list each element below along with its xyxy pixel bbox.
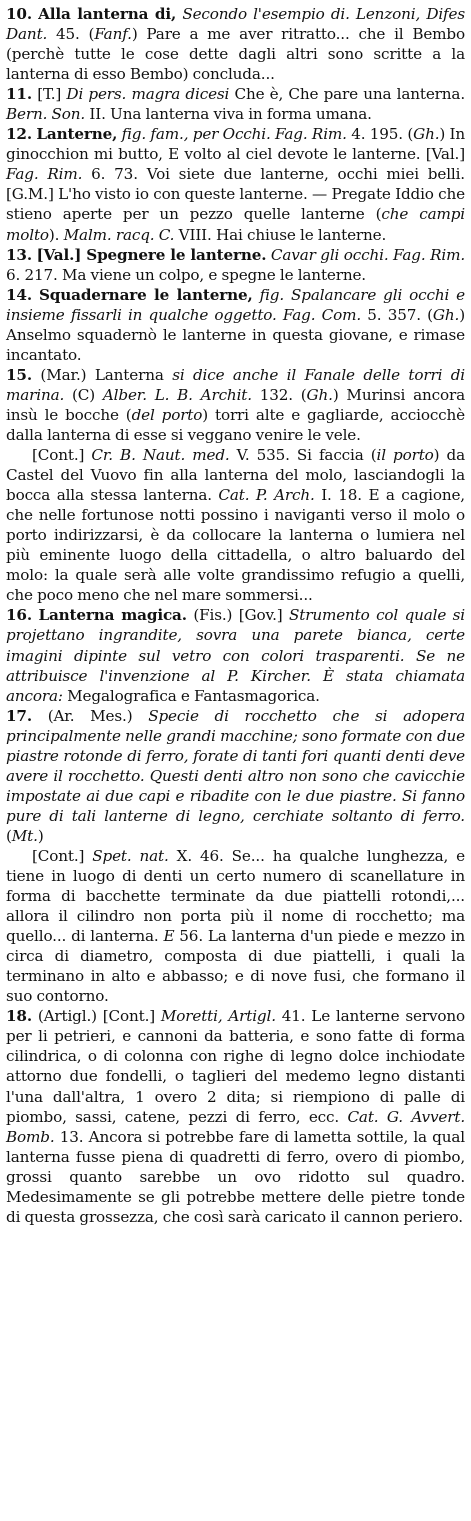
italic-text: Moretti, Artigl. [160,1007,276,1026]
italic-text: Spet. nat. [92,846,169,865]
entry-number: 15. [6,365,32,384]
body-text: 13. Ancora si potrebbe fare di lametta sottile, la qual lanterna fusse piena di quadretti di ferro, overo di piombo, grossi quanto sarebbe un ovo ridotto sul quadro. Medesimamente se gli potrebbe mettere delle pietre tonde di questa grossezza, che così sarà caricato il cannon periero. [6,1127,465,1226]
body-text: 56. La lanterna d'un piede e mezzo in circa di diametro, composta di due piattelli, i quali la terminano in alto e abbasso; e di nove fusi, che formano il suo contorno. [6,927,466,1006]
body-text: 6. 73. Voi siete due lanterne, occhi miei belli. [G.M.] L'ho visto io con queste lanterne. — Pregate Iddio che stieno aperte per un pezzo quelle lanterne ( [6,165,465,224]
body-text: 45. ( [47,25,95,44]
body-text: ( [6,826,12,845]
dictionary-entry [6,365,465,445]
body-text [253,286,260,304]
italic-text: Alber. L. B. Archit. [102,385,252,404]
italic-text: Gh. [432,305,460,324]
italic-text: Bern. Son. [6,105,86,124]
italic-text: Fag. Rim. [6,165,83,184]
body-text: 4. 195. ( [346,125,414,144]
body-text: ) da Castel del Vuovo fin alla lanterna del molo, lasciandogli la bocca alla stessa lanterna. [6,446,465,505]
italic-text: Di pers. magra dicesi [66,85,230,104]
italic-text: Gh. [413,125,440,144]
entry-number: 10. [6,5,32,23]
body-text: (Mar.) Lanterna [31,365,173,384]
italic-text: Cat. G. Avvert. Bomb. [6,1107,465,1146]
body-text: [Cont.] [32,846,93,865]
body-text: (C) [64,385,103,404]
body-text: VIII. Hai chiuse le lanterne. [174,225,387,244]
dictionary-entry [6,285,465,365]
entry-list [6,4,465,1227]
italic-text: Gh. [306,385,333,404]
dictionary-entry [6,84,465,124]
italic-text: del porto [131,405,203,424]
body-text: V. 535. Si faccia ( [229,446,377,465]
entry-number: 17. [6,706,32,725]
dictionary-entry [6,1006,465,1227]
body-text: ) Anselmo squadernò le lanterne in questa giovane, e rimase incantato. [6,305,465,364]
body-text: [T.] [31,85,67,104]
entry-number: 16. [6,606,32,625]
entry-number: 13. [6,245,32,264]
italic-text: Cr. B. Naut. med. [91,446,230,465]
italic-text: il porto [376,446,434,465]
entry-number: 18. [6,1007,32,1026]
body-text: ). [48,225,64,244]
body-text: I. 18. E a cagione, che nelle fortunose notti possino i naviganti verso il molo o porto indirizzarsi, è da collocare la lanterna o lumiera nel più eminente luogo della cittadella, o altro baluardo del molo: la quale serà alle volte grandissimo refugio a quelli, che poco meno che nel mare sommersi... [6,486,465,605]
body-text: ) [37,826,44,845]
italic-text: Strumento col quale si projettano ingrandite, sovra una parete bianca, certe imagini dipinte sul vetro con colori trasparenti. Se ne attribuisce l'invenzione al P. Kircher. È stata chiamata ancora: [6,606,466,705]
italic-text: Mt. [11,826,38,845]
italic-text: E [163,927,175,946]
dictionary-entry [6,124,465,244]
italic-text: si dice anche il Fanale delle torri di marina. [6,365,466,404]
italic-text: Malm. racq. C. [63,225,175,244]
entry-number: 12. [6,125,32,144]
body-text: ) Pare a me aver ritratto... che il Bembo (perchè tutte le cose dette dagli altri sono scritte a la lanterna di esso Bembo) concluda... [6,25,465,84]
body-text: 6. 217. Ma viene un colpo, e spegne le lanterne. [6,265,366,284]
body-text: Che è, Che pare una lanterna. [229,85,465,104]
body-text: (Ar. Mes.) [31,706,149,725]
italic-text: che campi molto [6,205,465,244]
body-text: [Cont.] [32,446,92,465]
italic-text: Cat. P. Arch. [218,486,315,505]
italic-text: Secondo l'esempio di. Lenzoni, Difes Dant. [6,5,466,44]
body-text: ) torri alte e gagliarde, acciocchè dalla lanterna di esse si veggano venire le vele. [6,405,466,444]
entry-headword: [Val.] Spegnere le lanterne. [36,245,267,264]
entry-headword: Lanterne, [36,125,118,144]
italic-text: Fanf. [94,25,132,44]
entry-number: 11. [6,85,32,104]
body-text: ) Murinsi ancora insù le bocche ( [6,385,465,424]
body-text: Megalografica e Fantasmagorica. [62,686,320,705]
italic-text: Cavar gli occhi. Fag. Rim. [270,245,465,264]
dictionary-entry [6,706,465,846]
entry-headword: Lanterna magica. [38,606,187,625]
body-text: 5. 357. ( [361,305,433,324]
entry-headword: Squadernare le lanterne, [38,285,253,304]
entry-number: 14. [6,285,32,304]
dictionary-entry [6,605,465,705]
entry-continuation [6,846,465,1006]
dictionary-entry [6,4,465,84]
italic-text: fig. Spalancare gli occhi e insieme fissarli in qualche oggetto. Fag. Com. [6,285,465,324]
body-text: X. 46. Se... ha qualche lunghezza, e tiene in luogo di denti un certo numero di scanellature in forma di bacchette terminate da due piattelli rotondi,... allora il cilindro non porta più il nome di rocchetto; ma quello... di lanterna. [6,846,465,946]
body-text: (Artigl.) [Cont.] [31,1007,161,1026]
italic-text: Specie di rocchetto che si adopera principalmente nelle grandi macchine; sono formate con due piastre rotonde di ferro, forate di tanti fori quanti denti deve avere il rocchetto. Questi denti altro non sono che cavicchie impostate ai due capi e ribadite con le due piastre. Si fanno pure di tali lanterne di legno, cerchiate soltanto di ferro. [6,706,465,825]
italic-text: fig. fam., per Occhi. Fag. Rim. [121,125,347,144]
dictionary-entry [6,245,465,285]
body-text: ) In ginocchion mi butto, E volto al ciel devote le lanterne. [Val.] [6,125,466,164]
entry-continuation [6,445,465,605]
body-text: 41. Le lanterne servono per li petrieri, e cannoni da batteria, e sono fatte di forma cilindrica, o di colonna con righe di legno dolce inchiodate attorno due fondelli, o taglieri del medemo legno distanti l'una dall'altra, 1 overo 2 dita; si riempiono di palle di piombo, sassi, catene, pezzi di ferro, ecc. [6,1007,465,1126]
body-text: II. Una lanterna viva in forma umana. [85,105,372,124]
body-text: 132. ( [251,385,307,404]
entry-headword: Alla lanterna di, [38,5,177,23]
body-text: (Fis.) [Gov.] [186,606,290,625]
